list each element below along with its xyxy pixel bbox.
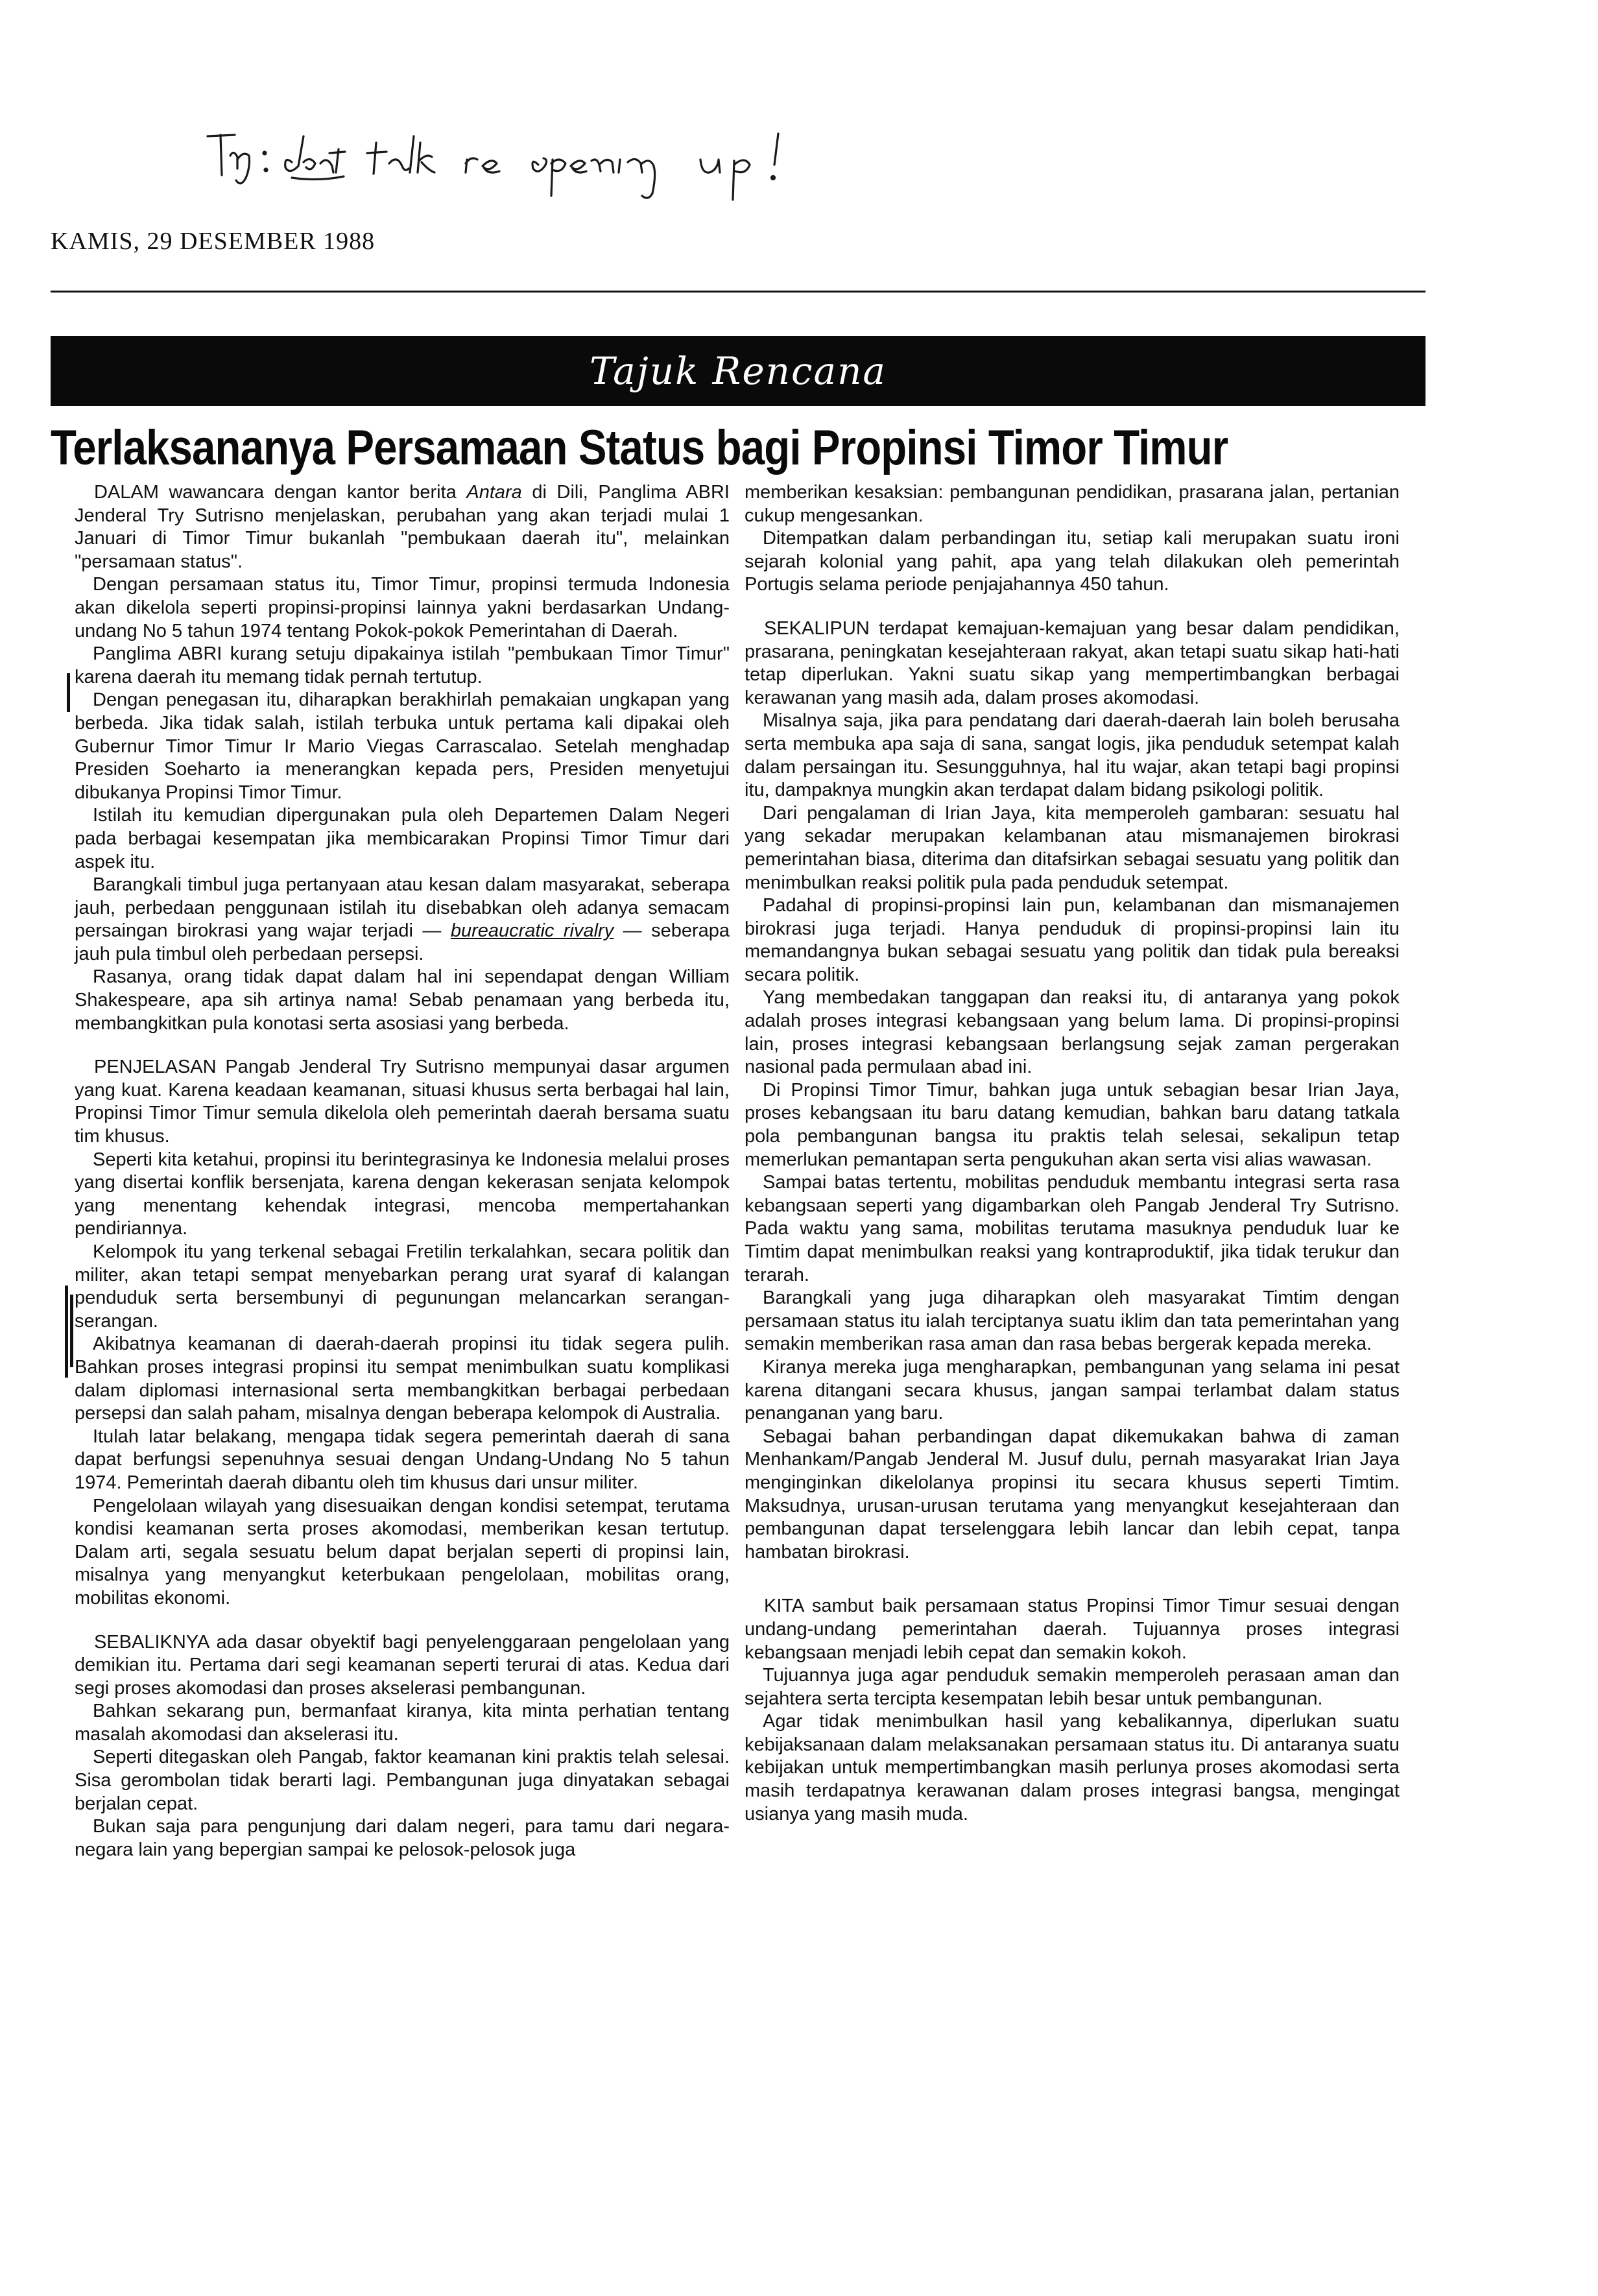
- section-break: [745, 597, 1400, 617]
- article-paragraph: Di Propinsi Timor Timur, bahkan juga untuk sebagian besar Irian Jaya, proses kebangsaan itu baru datang kemudian, bahkan baru datang tatkala pola pembangunan bangsa itu praktis telah selesai, sekalipun tetap memerlukan pemantapan serta pengukuhan akan serta visi alias wawasan.: [745, 1079, 1400, 1170]
- article-paragraph: Barangkali yang juga diharapkan oleh masyarakat Timtim dengan persamaan status itu ialah terciptanya suatu iklim dan tata pemerintahan yang semakin memberikan rasa aman dan rasa bebas bergerak kepada mereka.: [745, 1287, 1400, 1355]
- section-break: [75, 1610, 730, 1631]
- handwritten-note: [195, 110, 843, 208]
- article-paragraph: KITA sambut baik persamaan status Propinsi Timor Timur sesuai dengan undang-undang pemerintahan daerah. Tujuannya proses integrasi kebangsaan menjadi lebih cepat dan semakin kokoh.: [745, 1596, 1400, 1663]
- article-paragraph: Padahal di propinsi-propinsi lain pun, kelambanan dan mismanajemen birokrasi juga terjadi. Hanya penduduk di propinsi-propinsi lain itu memandangnya bukan sebagai sesuatu yang politik dan tidak pula bereaksi secara politik.: [745, 895, 1400, 985]
- margin-mark: [65, 1286, 68, 1378]
- article-paragraph: Misalnya saja, jika para pendatang dari daerah-daerah lain boleh berusaha serta membuka apa saja di sana, sangat logis, jika penduduk setempat kalah dalam persaingan itu. Sesungguhnya, hal itu wajar, akan tetapi bagi propinsi itu, dampaknya mungkin akan terdapat dalam bidang psikologi politik.: [745, 710, 1400, 801]
- article-paragraph: SEBALIKNYA ada dasar obyektif bagi penyelenggaraan pengelolaan yang demikian itu. Pertama dari segi keamanan seperti terurai di atas. Kedua dari segi proses akomodasi dan proses akselerasi pembangunan.: [75, 1631, 730, 1699]
- section-banner-title: Tajuk Rencana: [589, 349, 887, 393]
- article-paragraph: Ditempatkan dalam perbandingan itu, setiap kali merupakan suatu ironi sejarah kolonial yang pahit, apa yang telah dilakukan oleh pemerintah Portugis selama periode penjajahannya 450 tahun.: [745, 528, 1400, 595]
- article-paragraph: Bahkan sekarang pun, bermanfaat kiranya, kita minta perhatian tentang masalah akomodasi dan akselerasi itu.: [75, 1701, 730, 1745]
- article-paragraph: Dari pengalaman di Irian Jaya, kita memperoleh gambaran: sesuatu hal yang sekadar merupakan kelambanan atau mismanajemen birokrasi pemerintahan biasa, diterima dan ditafsirkan sebagai sesuatu yang politik dan menimbulkan reaksi politik pula pada penduduk setempat.: [745, 802, 1400, 893]
- article-paragraph: Pengelolaan wilayah yang disesuaikan dengan kondisi setempat, terutama kondisi keamanan serta proses akomodasi, memberikan kesan tertutup. Dalam arti, segala sesuatu belum dapat berjalan seperti di propinsi lain, misalnya yang menyangkut keterbukaan pengelolaan, mobilitas orang, mobilitas ekonomi.: [75, 1495, 730, 1608]
- article-column-left: [75, 481, 730, 1861]
- article-paragraph: Sebagai bahan perbandingan dapat dikemukakan bahwa di zaman Menhankam/Pangab Jenderal M. Jusuf dulu, pernah masyarakat Irian Jaya menginginkan dikelolanya propinsi itu secara khusus seperti Timtim. Maksudnya, urusan-urusan terutama yang menyangkut kesejahteraan dan pembangunan dapat terselenggara lebih lancar dan lebih cepat, tanpa hambatan birokrasi.: [745, 1426, 1400, 1562]
- article-paragraph: PENJELASAN Pangab Jenderal Try Sutrisno mempunyai dasar argumen yang kuat. Karena keadaan keamanan, situasi khusus serta berbagai hal lain, Propinsi Timor Timur semula dikelola oleh pemerintah daerah bersama suatu tim khusus.: [75, 1057, 730, 1147]
- issue-date: KAMIS, 29 DESEMBER 1988: [51, 228, 376, 255]
- article-paragraph: Kiranya mereka juga mengharapkan, pembangunan yang selama ini pesat karena ditangani secara khusus, jangan sampai terlambat dalam status penanganan yang baru.: [745, 1356, 1400, 1424]
- article-paragraph: Sampai batas tertentu, mobilitas penduduk membantu integrasi serta rasa kebangsaan seperti yang digambarkan oleh Pangab Jenderal Try Sutrisno. Pada waktu yang sama, mobilitas terutama masuknya penduduk luar ke Timtim dapat menimbulkan reaksi yang kontraproduktif, jika tidak terukur dan terarah.: [745, 1172, 1400, 1286]
- article-paragraph: Itulah latar belakang, mengapa tidak segera pemerintah daerah di sana dapat berfungsi sepenuhnya sesuai dengan Undang-Undang No 5 tahun 1974. Pemerintah daerah dibantu oleh tim khusus dari unsur militer.: [75, 1426, 730, 1493]
- top-rule: [51, 291, 1425, 293]
- article-paragraph: Dengan penegasan itu, diharapkan berakhirlah pemakaian ungkapan yang berbeda. Jika tidak salah, istilah terbuka untuk pertama kali dipakai oleh Gubernur Timor Timur Ir Mario Viegas Carrascalao. Setelah menghadap Presiden Soeharto ia menerangkan kepada pers, Presiden menyetujui dibukanya Propinsi Timor Timur.: [75, 689, 730, 803]
- article-paragraph: Agar tidak menimbulkan hasil yang kebalikannya, diperlukan suatu kebijaksanaan dalam melaksanakan persamaan status itu. Di antaranya suatu kebijakan untuk mempertimbangkan masih perlunya proses akomodasi serta masih terdapatnya kerawanan dalam proses integrasi bangsa, mengingat usianya yang masih muda.: [745, 1711, 1400, 1824]
- margin-mark: [70, 1295, 73, 1367]
- article-paragraph: Akibatnya keamanan di daerah-daerah propinsi itu tidak segera pulih. Bahkan proses integrasi propinsi itu sempat menimbulkan suatu komplikasi dalam diplomasi internasional serta membangkitkan berbagai perbedaan persepsi dan salah paham, misalnya dengan beberapa kelompok di Australia.: [75, 1333, 730, 1424]
- margin-mark: [67, 673, 70, 712]
- article-paragraph: memberikan kesaksian: pembangunan pendidikan, prasarana jalan, pertanian cukup mengesankan.: [745, 482, 1400, 526]
- section-banner: [51, 336, 1425, 406]
- article-paragraph: Bukan saja para pengunjung dari dalam negeri, para tamu dari negara-negara lain yang bepergian sampai ke pelosok-pelosok juga: [75, 1816, 730, 1860]
- article-paragraph: Dengan persamaan status itu, Timor Timur, propinsi termuda Indonesia akan dikelola seperti propinsi-propinsi lainnya yakni berdasarkan Undang-undang No 5 tahun 1974 tentang Pokok-pokok Pemerintahan di Daerah.: [75, 574, 730, 641]
- article-paragraph: Barangkali timbul juga pertanyaan atau kesan dalam masyarakat, seberapa jauh, perbedaan penggunaan istilah itu disebabkan oleh adanya semacam persaingan birokrasi yang wajar terjadi — bureaucratic rivalry — seberapa jauh pula timbul oleh perbedaan persepsi.: [75, 874, 730, 964]
- article-paragraph: DALAM wawancara dengan kantor berita Antara di Dili, Panglima ABRI Jenderal Try Sutrisno menjelaskan, perubahan yang akan terjadi mulai 1 Januari di Timor Timur bukanlah "pembukaan daerah itu", melainkan "persamaan status".: [75, 482, 730, 572]
- article-paragraph: Kelompok itu yang terkenal sebagai Fretilin terkalahkan, secara politik dan militer, akan tetapi sempat menyebarkan perang urat syaraf di kalangan penduduk serta bersembunyi di pegunungan melancarkan serangan-serangan.: [75, 1241, 730, 1332]
- article-column-right: [745, 481, 1400, 1826]
- article-paragraph: Tujuannya juga agar penduduk semakin memperoleh perasaan aman dan sejahtera serta tercipta kesempatan lebih besar untuk pembangunan.: [745, 1665, 1400, 1709]
- article-paragraph: SEKALIPUN terdapat kemajuan-kemajuan yang besar dalam pendidikan, prasarana, peningkatan kesejahteraan rakyat, akan tetapi suatu sikap hati-hati tetap diperlukan. Yakni suatu sikap yang mempertimbangkan berbagai kerawanan yang masih ada, dalam proses akomodasi.: [745, 617, 1400, 708]
- headline: Terlaksananya Persamaan Status bagi Propinsi Timor Timur: [51, 420, 1228, 475]
- article-paragraph: Yang membedakan tanggapan dan reaksi itu, di antaranya yang pokok adalah proses integrasi kebangsaan yang belum lama. Di propinsi-propinsi lain, proses integrasi kebangsaan berlangsung sejak zaman pergerakan nasional pada permulaan abad ini.: [745, 987, 1400, 1078]
- section-break: [75, 1035, 730, 1056]
- article-paragraph: Panglima ABRI kurang setuju dipakainya istilah "pembukaan Timor Timur" karena daerah itu memang tidak pernah tertutup.: [75, 643, 730, 688]
- article-paragraph: Seperti ditegaskan oleh Pangab, faktor keamanan kini praktis telah selesai. Sisa gerombolan tidak berarti lagi. Pembangunan juga dinyatakan sebagai berjalan cepat.: [75, 1747, 730, 1814]
- article-paragraph: Rasanya, orang tidak dapat dalam hal ini sependapat dengan William Shakespeare, apa sih artinya nama! Sebab penamaan yang berbeda itu, membangkitkan pula konotasi serta asosiasi yang berbeda.: [75, 966, 730, 1034]
- article-paragraph: Seperti kita ketahui, propinsi itu berintegrasinya ke Indonesia melalui proses yang disertai konflik bersenjata, karena dengan kekerasan senjata kelompok yang menentang kehendak integrasi, mencoba mempertahankan pendiriannya.: [75, 1149, 730, 1239]
- section-break: [745, 1564, 1400, 1595]
- article-paragraph: Istilah itu kemudian dipergunakan pula oleh Departemen Dalam Negeri pada berbagai kesempatan jika membicarakan Propinsi Timor Timur dari aspek itu.: [75, 805, 730, 872]
